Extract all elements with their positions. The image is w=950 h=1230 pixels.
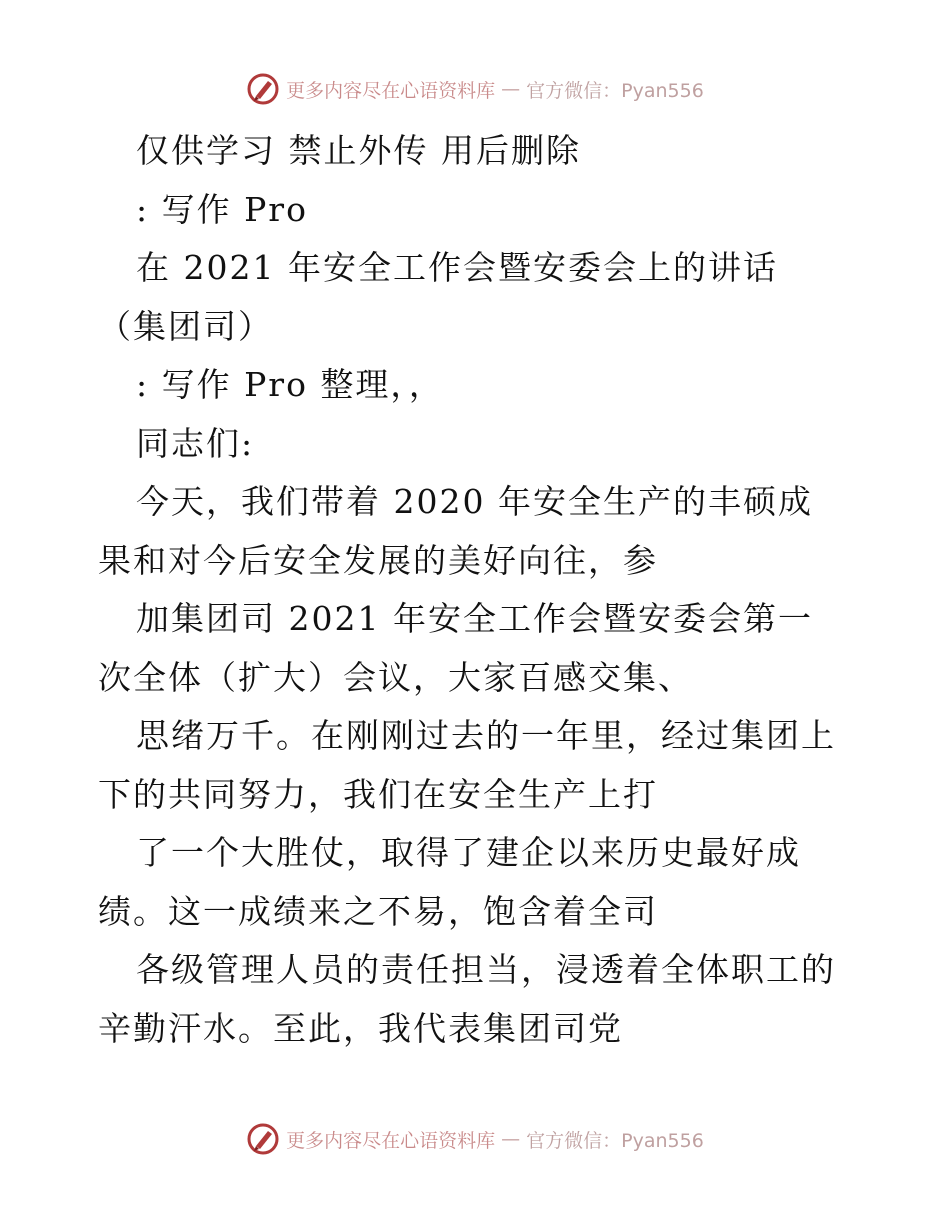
- banner-dash: —: [501, 78, 521, 100]
- paragraph: 同志们:: [136, 423, 255, 463]
- footer-banner: [0, 1122, 950, 1156]
- paragraph: : 写作 Pro: [136, 189, 308, 229]
- pen-logo-icon: [246, 72, 280, 106]
- paragraph: 在 2021 年安全工作会暨安委会上的讲话（集团司）: [98, 248, 778, 346]
- paragraph: 仅供学习 禁止外传 用后删除: [136, 131, 581, 170]
- paragraph: 今天，我们带着 2020 年安全生产的丰硕成果和对今后安全发展的美好向往，参: [98, 482, 813, 580]
- paragraph: 加集团司 2021 年安全工作会暨安委会第一次全体（扩大）会议，大家百感交集、: [98, 599, 813, 697]
- paragraph: 思绪万千。在刚刚过去的一年里，经过集团上下的共同努力，我们在安全生产上打: [98, 716, 836, 814]
- banner-wechat-text: 官方微信：Pyan556: [526, 1129, 704, 1152]
- banner-brand-text: 更多内容尽在心语资料库: [286, 1129, 496, 1152]
- pen-logo-icon: [246, 1122, 280, 1156]
- paragraph: : 写作 Pro 整理，，: [136, 365, 444, 404]
- banner-wechat-text: 官方微信：Pyan556: [526, 79, 704, 102]
- document-body: [98, 122, 838, 1058]
- paragraph: 各级管理人员的责任担当，浸透着全体职工的辛勤汗水。至此，我代表集团司党: [98, 950, 836, 1048]
- banner-dash: —: [501, 1128, 521, 1150]
- paragraph: 了一个大胜仗，取得了建企以来历史最好成绩。这一成绩来之不易，饱含着全司: [98, 833, 801, 931]
- header-banner: [0, 72, 950, 106]
- banner-brand-text: 更多内容尽在心语资料库: [286, 79, 496, 102]
